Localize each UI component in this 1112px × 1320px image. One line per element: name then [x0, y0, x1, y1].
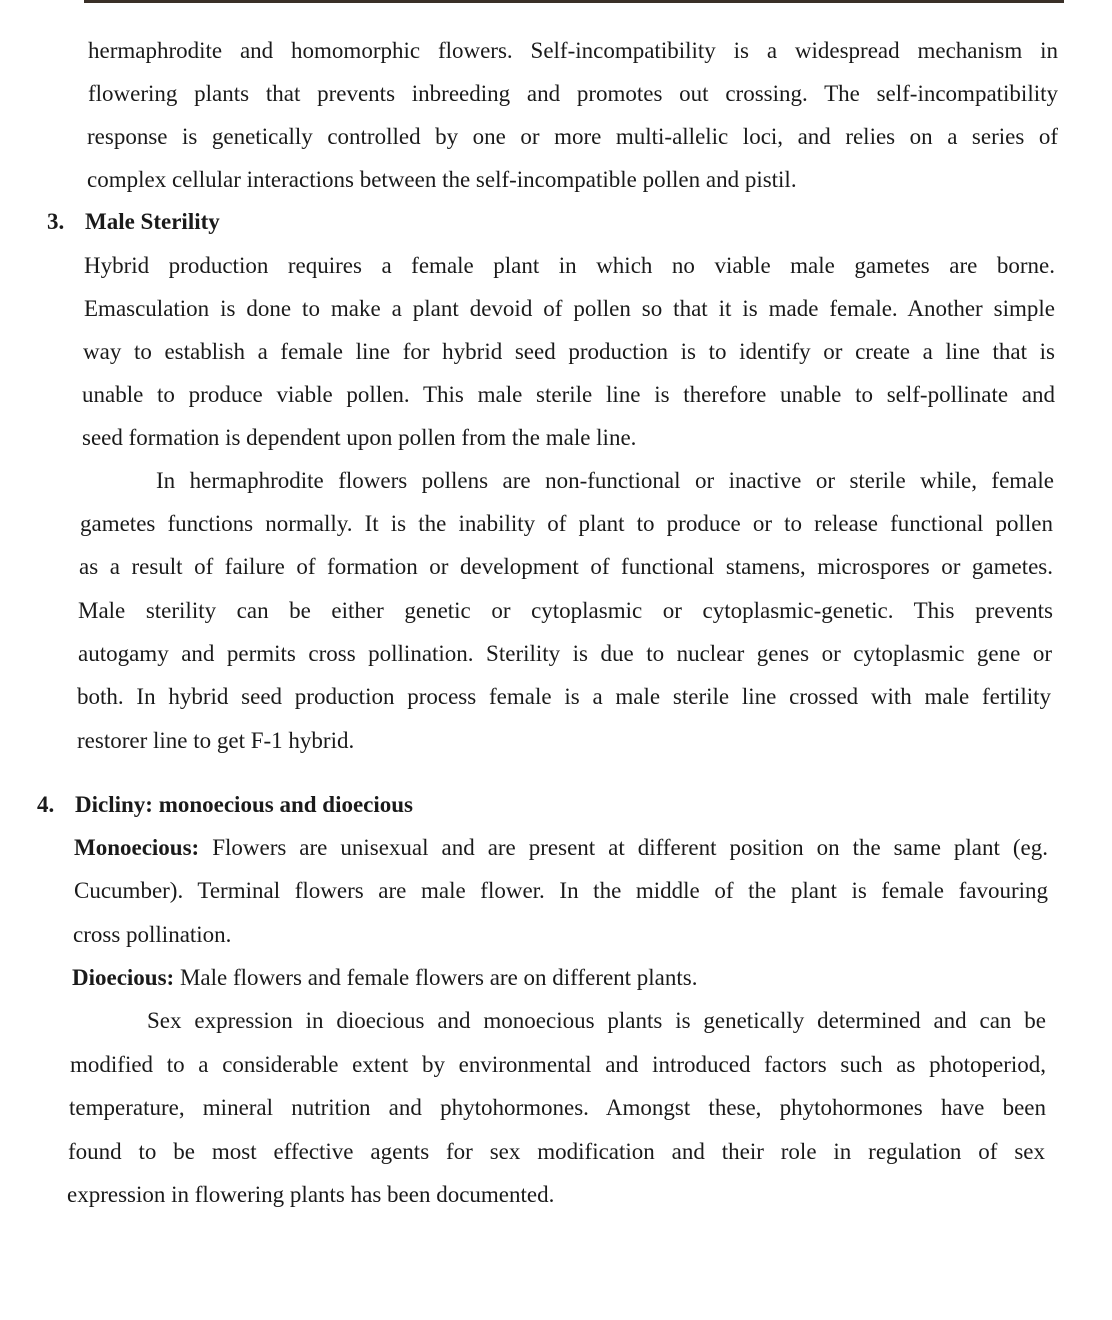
- text-line: response is genetically controlled by one or more multi-allelic loci, and relies on a series of: [87, 124, 1058, 149]
- text-line: temperature, mineral nutrition and phytohormones. Amongst these, phytohormones have been: [69, 1095, 1046, 1120]
- text-line: seed formation is dependent upon pollen from the male line.: [82, 425, 637, 450]
- text-line: restorer line to get F-1 hybrid.: [77, 728, 355, 753]
- section-title: Male Sterility: [85, 209, 220, 234]
- term-monoecious: Monoecious:: [74, 835, 200, 860]
- text-line: found to be most effective agents for sex modification and their role in regulation of sex: [68, 1139, 1045, 1164]
- text-line: complex cellular interactions between the self-incompatible pollen and pistil.: [87, 167, 797, 192]
- text-line: hermaphrodite and homomorphic flowers. Self-incompatibility is a widespread mechanism in: [88, 38, 1058, 63]
- text-line: [74, 834, 1048, 862]
- definition-text: Male flowers and female flowers are on different plants.: [174, 965, 698, 990]
- text-line: gametes functions normally. It is the inability of plant to produce or to release functional pollen: [80, 511, 1053, 536]
- text-line: cross pollination.: [73, 922, 232, 947]
- text-line: Cucumber). Terminal flowers are male flower. In the middle of the plant is female favouring: [74, 878, 1048, 903]
- definition-text: Flowers are unisexual and are present at different position on the same plant (eg.: [199, 835, 1048, 860]
- term-dioecious: Dioecious:: [72, 965, 175, 990]
- text-line: Hybrid production requires a female plant in which no viable male gametes are borne.: [84, 253, 1055, 278]
- text-line: Emasculation is done to make a plant devoid of pollen so that it is made female. Another simple: [84, 296, 1055, 321]
- text-line: expression in flowering plants has been documented.: [67, 1182, 555, 1207]
- text-line: [72, 964, 697, 992]
- text-line: modified to a considerable extent by environmental and introduced factors such as photoperiod,: [70, 1052, 1046, 1077]
- text-line: Male sterility can be either genetic or cytoplasmic or cytoplasmic-genetic. This prevents: [78, 598, 1053, 623]
- text-line: unable to produce viable pollen. This male sterile line is therefore unable to self-pollinate and: [82, 382, 1055, 407]
- text-line: as a result of failure of formation or development of functional stamens, microspores or gametes.: [79, 554, 1053, 579]
- text-line: Sex expression in dioecious and monoecious plants is genetically determined and can be: [147, 1008, 1046, 1033]
- section-heading: [47, 208, 220, 236]
- text-line: flowering plants that prevents inbreeding and promotes out crossing. The self-incompatibility: [88, 81, 1058, 106]
- text-line: both. In hybrid seed production process female is a male sterile line crossed with male fertility: [77, 684, 1051, 709]
- section-title: Dicliny: monoecious and dioecious: [75, 792, 414, 817]
- section-number: 4.: [37, 792, 55, 817]
- section-number: 3.: [47, 209, 65, 234]
- top-rule: [84, 0, 1064, 3]
- text-line: In hermaphrodite flowers pollens are non-functional or inactive or sterile while, female: [156, 468, 1054, 493]
- text-line: autogamy and permits cross pollination. Sterility is due to nuclear genes or cytoplasmic gene or: [78, 641, 1052, 666]
- text-line: way to establish a female line for hybrid seed production is to identify or create a line that is: [83, 339, 1055, 364]
- section-heading: [37, 791, 413, 819]
